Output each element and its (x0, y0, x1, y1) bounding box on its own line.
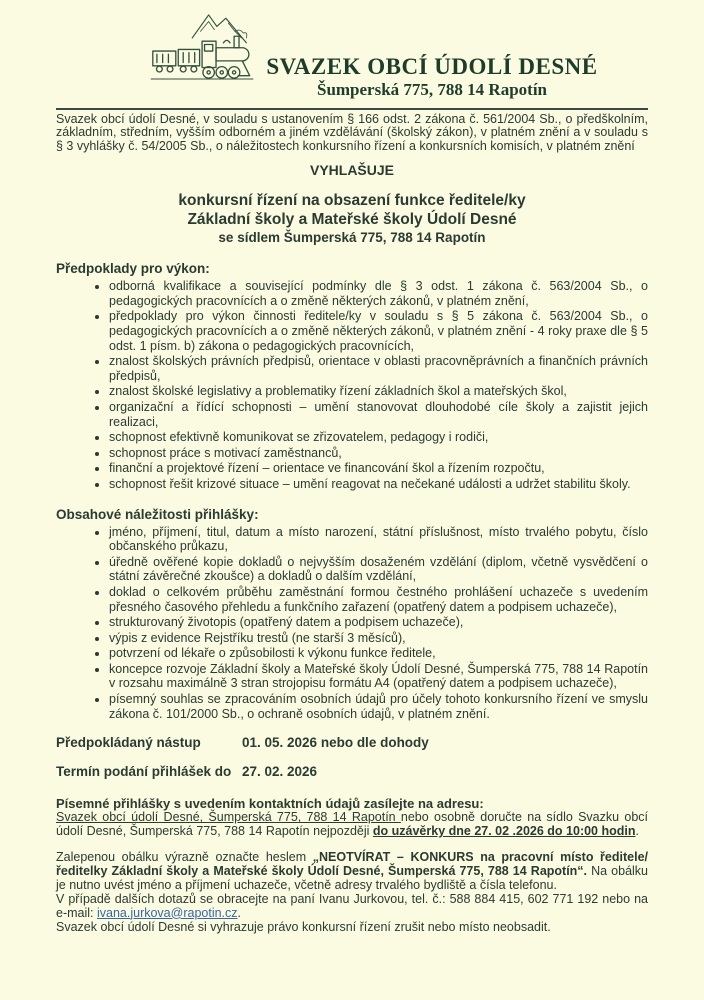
application-item: • potvrzení od lékaře o způsobilosti k výkonu funkce ředitele, (109, 646, 648, 661)
application-heading: Obsahové náležitosti přihlášky: (56, 506, 259, 522)
document-title (56, 191, 648, 246)
letterhead (56, 8, 648, 110)
title-line-3: se sídlem Šumperská 775, 788 14 Rapotín (218, 230, 486, 246)
requirement-item: • schopnost řešit krizové situace – umění reagovat na nečekané události a udržet stabilitu školy. (109, 477, 648, 492)
envelope-slogan: „NEOTVÍRAT – KONKURS na pracovní místo ředitele/ředitelky Základní školy a Mateřské školy Údolí Desné, Šumperská 775, 788 14 Rapotín“. (56, 850, 648, 878)
footer-note: Svazek obcí údolí Desné si vyhrazuje právo konkursní řízení zrušit nebo místo neobsadit. (56, 919, 551, 934)
contact-paragraph (56, 893, 648, 921)
announce-heading: VYHLAŠUJE (309, 162, 395, 179)
start-date-row (56, 735, 648, 750)
delivery-tail: . (635, 824, 639, 839)
document-page (56, 0, 648, 935)
requirements-heading: Předpoklady pro výkon: (56, 261, 210, 277)
application-item: • výpis z evidence Rejstříku trestů (ne starší 3 měsíců), (109, 631, 648, 646)
requirement-item: • předpoklady pro výkon činnosti ředitele/ky v souladu s § 5 zákona č. 563/2004 Sb., o pedagogických pracovnících a o změně některých zákonů, v platném znění - 4 roky praxe dle § 5 odst. 1 písm. b) zákona o pedagogických pracovnících, (109, 309, 648, 353)
requirement-item: • organizační a řídící schopnosti – umění stanovovat dlouhodobé cíle školy a zajistit jejich realizaci, (109, 400, 648, 429)
application-list (56, 525, 648, 722)
delivery-heading: Písemné přihlášky s uvedením kontaktních údajů zasílejte na adresu: (56, 796, 484, 812)
delivery-paragraph (56, 811, 648, 839)
requirements-list (56, 279, 648, 491)
requirement-item: • znalost školských právních předpisů, orientace v oblasti pracovněprávních a finančních právních předpisů, (109, 354, 648, 383)
deadline-row (56, 764, 648, 779)
requirement-item: • odborná kvalifikace a související podmínky dle § 3 odst. 1 zákona č. 563/2004 Sb., o pedagogických pracovnících a o změně některých zákonů, v platném znění, (109, 279, 648, 308)
letterhead-text (216, 54, 648, 100)
delivery-address-underlined: Svazek obcí údolí Desné, Šumperská 775, 788 14 Rapotín (56, 810, 401, 825)
application-item: • jméno, příjmení, titul, datum a místo narození, státní příslušnost, místo trvalého pobytu, číslo občanského průkazu, (109, 525, 648, 554)
application-item: • koncepce rozvoje Základní školy a Mateřské školy Údolí Desné, Šumperská 775, 788 14 Rapotín v rozsahu maximálně 3 stran strojopisu formátu A4 (opatřený datem a podpisem uchazeče), (109, 662, 648, 691)
application-item: • úředně ověřené kopie dokladů o nejvyšším dosaženém vzdělání (diplom, včetně vysvědčení o státní závěrečné zkoušce) a dokladů o dalším vzdělání, (109, 555, 648, 584)
intro-paragraph: Svazek obcí údolí Desné, v souladu s ustanovením § 166 odst. 2 zákona č. 561/2004 Sb., o předškolním, základním, středním, vyšším odborném a jiném vzdělávání (školský zákon), v platném znění a v souladu s § 3 vyhlášky č. 54/2005 Sb., o náležitostech konkursního řízení a konkursních komisích, v platném znění (56, 112, 648, 153)
envelope-tail: Na obálku je nutno uvést jméno a příjmení uchazeče, včetně adresy trvalého bydliště a čísla telefonu. (56, 863, 649, 892)
requirement-item: • schopnost efektivně komunikovat se zřizovatelem, pedagogy i rodiči, (109, 430, 648, 445)
envelope-paragraph (56, 851, 648, 893)
application-item: • strukturovaný životopis (opatřený datem a podpisem uchazeče), (109, 615, 648, 630)
application-item: • doklad o celkovém průběhu zaměstnání formou čestného prohlášení uchazeče s uvedením přesného časového přehledu a funkčního zařazení (opatřený datem a podpisem uchazeče), (109, 585, 648, 614)
contact-tail: . (237, 905, 242, 920)
requirement-item: • finanční a projektové řízení – orientace ve financování škol a řízením rozpočtu, (109, 461, 648, 476)
start-date-label: Předpokládaný nástup (56, 735, 201, 751)
delivery-deadline-bold: do uzávěrky dne 27. 02 .2026 do 10:00 hodin (372, 824, 636, 839)
title-line-2: Základní školy a Mateřské školy Údolí Desné (187, 211, 517, 229)
requirement-item: • schopnost práce s motivací zaměstnanců, (109, 446, 648, 461)
org-name: SVAZEK OBCÍ ÚDOLÍ DESNÉ (266, 54, 598, 79)
email-link[interactable]: ivana.jurkova@rapotin.cz (96, 905, 238, 920)
envelope-lead: Zalepenou obálku výrazně označte heslem (56, 850, 313, 865)
application-item: • písemný souhlas se zpracováním osobních údajů pro účely tohoto konkursního řízení ve smyslu zákona č. 101/2000 Sb., o ochraně osobních údajů, v platném znění. (109, 692, 648, 721)
title-line-1: konkursní řízení na obsazení funkce ředitele/ky (178, 192, 526, 210)
requirement-item: • znalost školské legislativy a problematiky řízení základních škol a mateřských škol, (109, 384, 648, 399)
deadline-label: Termín podání přihlášek do (56, 764, 232, 780)
start-date-value: 01. 05. 2026 nebo dle dohody (242, 735, 429, 751)
org-address: Šumperská 775, 788 14 Rapotín (316, 80, 547, 99)
delivery-middle: nebo osobně doručte na sídlo Svazku obcí údolí Desné, Šumperská 775, 788 14 Rapotín nejpozději (56, 810, 648, 839)
contact-lead: V případě dalších dotazů se obracejte na paní Ivanu Jurkovou, tel. č.: 588 884 415, 602 771 192 nebo na e-mail: (56, 891, 648, 920)
deadline-value: 27. 02. 2026 (242, 764, 318, 780)
